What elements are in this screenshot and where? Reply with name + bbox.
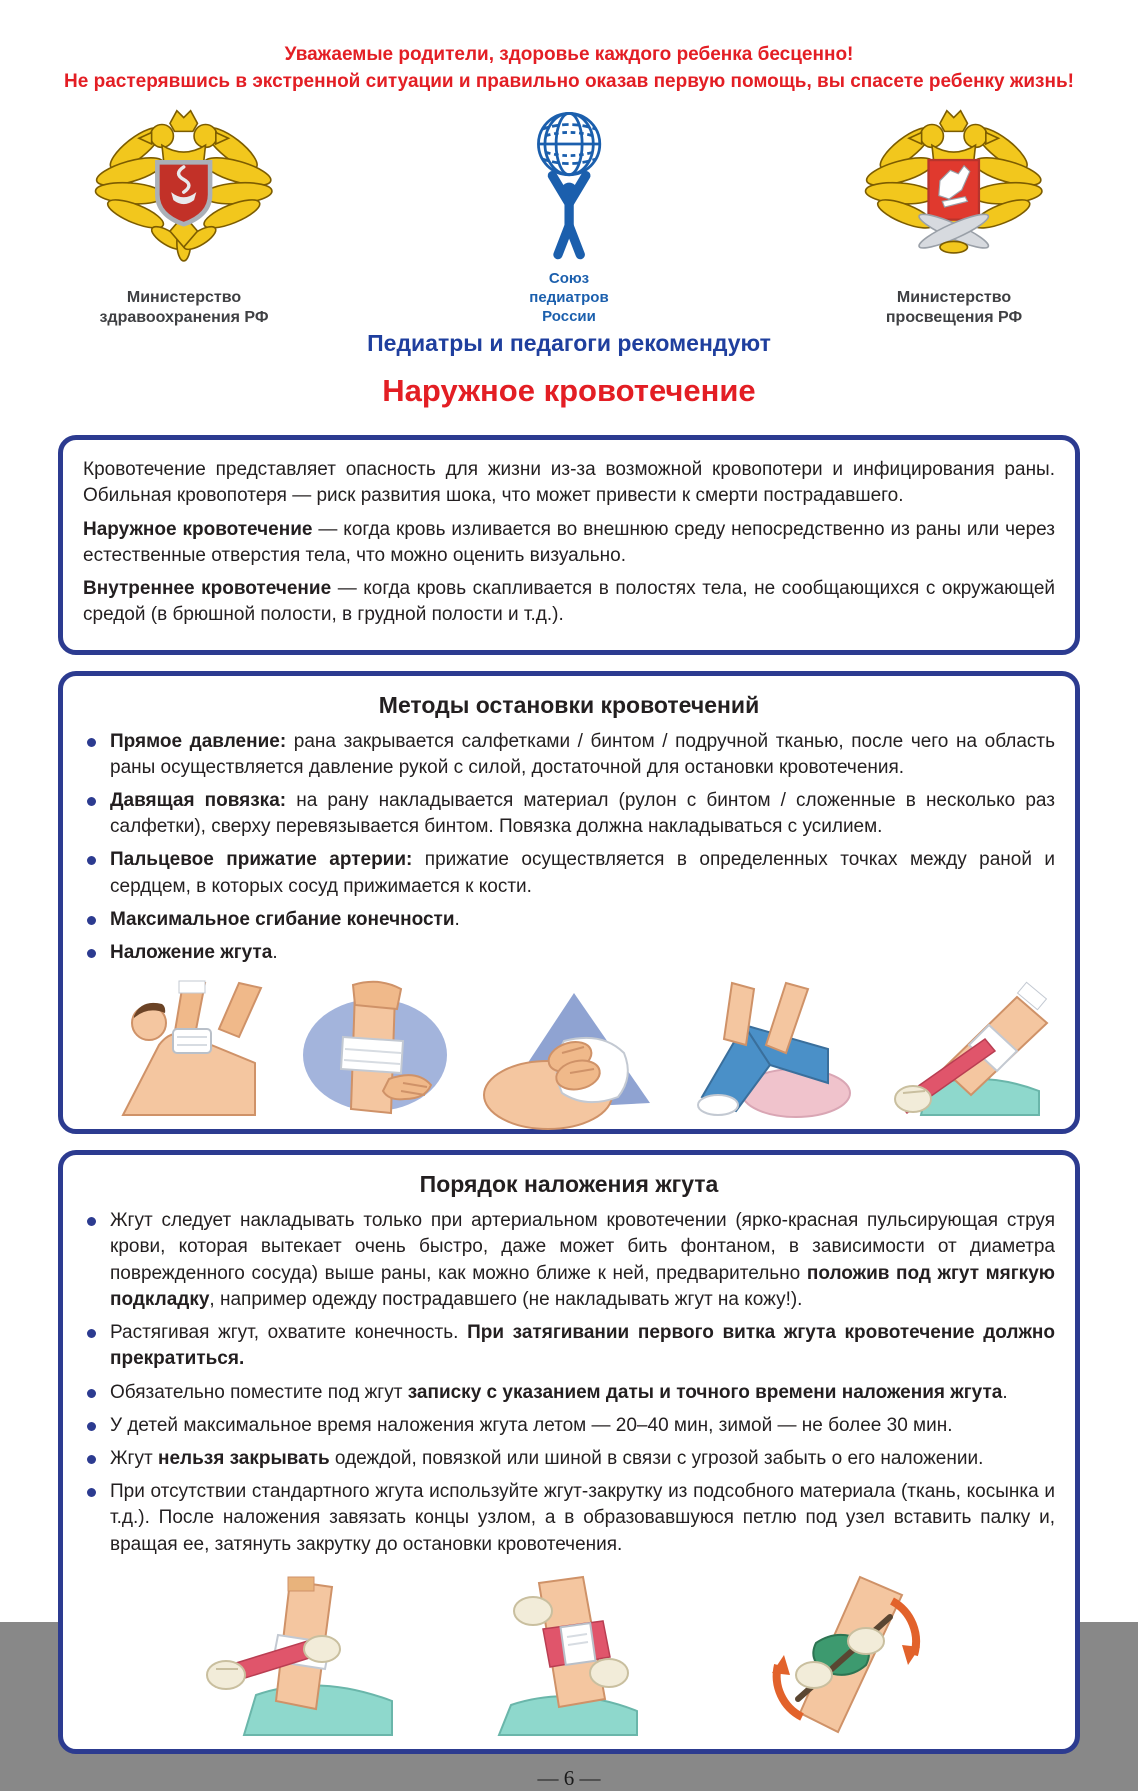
bullet-icon	[87, 1217, 96, 1226]
bold-text: записку с указанием даты и точного времени наложения жгута	[407, 1381, 1003, 1403]
caption-line: здравоохранения РФ	[99, 309, 269, 327]
list-item	[83, 1413, 1055, 1439]
intro-box	[58, 435, 1080, 654]
methods-bullet-list	[83, 729, 1055, 967]
illustration-twisting-improvised-tourniquet	[742, 1577, 947, 1735]
intro-paragraph	[83, 457, 1055, 509]
education-ministry-eagle-emblem-icon	[862, 105, 1045, 282]
bold-text: Прямое давление:	[110, 730, 287, 752]
bullet-icon	[87, 1422, 96, 1431]
pediatric-union-logo-block	[449, 105, 689, 326]
text: рана закрывается салфетками / бинтом / подручной тканью, после чего на область раны осуществляется давление рукой с силой, достаточной для остановки кровотечения.	[110, 730, 1055, 778]
health-ministry-logo-block	[44, 105, 324, 328]
page-number: — 6 —	[537, 1765, 601, 1790]
list-item	[83, 1380, 1055, 1406]
tourniquet-illustrations-row	[83, 1565, 1055, 1735]
pediatric-union-caption	[529, 270, 608, 326]
text: — когда кровь изливается во внешнюю среду непосредственно из раны или через естественные отверстия тела, что можно оценить визуально.	[83, 518, 1055, 566]
list-item-text	[110, 1413, 1055, 1439]
tourniquet-box-title: Порядок наложения жгута	[419, 1171, 719, 1198]
text: У детей максимальное время наложения жгута летом — 20–40 мин, зимой — не более 30 мин.	[110, 1414, 953, 1436]
bullet-icon	[87, 856, 96, 865]
list-item-text	[110, 907, 1055, 933]
bold-text: Наложение жгута	[110, 942, 273, 964]
list-item	[83, 1320, 1055, 1372]
bullet-icon	[87, 738, 96, 747]
text: одеждой, повязкой или шиной в связи с угрозой забыть о его наложении.	[329, 1448, 984, 1469]
bullet-icon	[87, 1488, 96, 1497]
appeal-line-1: Уважаемые родители, здоровье каждого ребенка бесценно!	[284, 44, 854, 65]
intro-paragraph	[83, 517, 1055, 569]
list-item-text	[110, 1380, 1055, 1406]
bold-text: нельзя закрывать	[157, 1448, 330, 1469]
education-ministry-logo-block	[814, 105, 1094, 328]
text: Жгут следует накладывать только при артериальном кровотечении (ярко-красная пульсирующая струя крови, которая вытекает очень быстро, даже может бить фонтаном, в зависимости от диаметра поврежденного сосуда) выше раны, как можно ближе к ней, предварительно	[110, 1210, 1055, 1284]
recommend-subtitle: Педиатры и педагоги рекомендуют	[367, 330, 771, 357]
text: .	[1002, 1381, 1008, 1403]
illustration-direct-pressure-on-wound	[87, 983, 269, 1115]
list-item	[83, 1446, 1055, 1472]
list-item	[83, 1208, 1055, 1313]
pediatric-union-globe-figure-icon	[518, 105, 620, 268]
list-item-text	[110, 1208, 1055, 1313]
caption-line: просвещения РФ	[885, 309, 1023, 327]
logos-row	[0, 95, 1138, 328]
caption-line: педиатров	[529, 288, 609, 306]
text: — когда кровь скапливается в полостях тела, не сообщающихся с окружающей средой (в брюшной полости, в грудной полости и т.д.).	[83, 578, 1056, 626]
text: Растягивая жгут, охватите конечность.	[110, 1322, 468, 1344]
bold-text: Наружное кровотечение	[83, 518, 313, 540]
illustration-pressure-bandage-on-arm	[283, 983, 465, 1115]
tourniquet-bullet-list	[83, 1208, 1055, 1558]
text: .	[454, 908, 460, 930]
text: прижатие осуществляется в определенных точках между раной и сердцем, в которых сосуд прижимается к кости.	[110, 849, 1055, 897]
list-item	[83, 940, 1055, 966]
intro-paragraph	[83, 576, 1055, 628]
list-item-text	[110, 729, 1055, 781]
methods-box	[58, 671, 1080, 1135]
health-ministry-eagle-emblem-icon	[92, 105, 275, 282]
bullet-icon	[87, 1329, 96, 1338]
appeal-header	[0, 0, 1138, 95]
methods-box-title: Методы остановки кровотечений	[378, 691, 760, 718]
tourniquet-box	[58, 1150, 1080, 1754]
text: Кровотечение представляет опасность для жизни из-за возможной кровопотери и инфицирования раны. Обильная кровопотеря — риск развития шока, что может привести к смерти пострадавшего.	[83, 459, 1055, 507]
illustration-finger-artery-pressure	[478, 983, 660, 1115]
bold-text: Пальцевое прижатие артерии:	[110, 849, 413, 871]
caption-line: России	[542, 307, 596, 325]
bold-text: положив под жгут мягкую подкладку	[110, 1262, 1055, 1310]
appeal-line-2: Не растерявшись в экстренной ситуации и правильно оказав первую помощь, вы спасете ребенку жизнь!	[64, 70, 1074, 92]
list-item	[83, 907, 1055, 933]
illustration-note-with-time-under-tourniquet	[467, 1577, 672, 1735]
list-item	[83, 847, 1055, 899]
list-item-text	[110, 940, 1055, 966]
list-item-text	[110, 847, 1055, 899]
list-item-text	[110, 1446, 1055, 1472]
caption-line: Министерство	[896, 289, 1012, 307]
illustration-maximum-limb-flexion	[674, 983, 856, 1115]
text: Жгут	[110, 1448, 158, 1469]
bullet-icon	[87, 1455, 96, 1464]
bold-text: Максимальное сгибание конечности	[110, 908, 455, 930]
bullet-icon	[87, 1389, 96, 1398]
page-title: Наружное кровотечение	[382, 373, 756, 409]
list-item-text	[110, 1479, 1055, 1558]
illustration-stretching-tourniquet-around-limb	[192, 1577, 397, 1735]
bold-text: При затягивании первого витка жгута кровотечение должно прекратиться.	[110, 1322, 1056, 1370]
text: на рану накладывается материал (рулон с бинтом / сложенные в несколько раз салфетки), сверху перевязывается бинтом. Повязка должна накладываться с усилием.	[110, 789, 1055, 838]
text: Обязательно поместите под жгут	[110, 1381, 408, 1403]
list-item-text	[110, 788, 1055, 840]
list-item-text	[110, 1320, 1055, 1372]
list-item	[83, 788, 1055, 840]
bullet-icon	[87, 949, 96, 958]
bold-text: Внутреннее кровотечение	[83, 578, 332, 600]
text: .	[272, 942, 278, 964]
bullet-icon	[87, 916, 96, 925]
text: При отсутствии стандартного жгута используйте жгут-закрутку из подсобного материала (ткань, косынка и т.д.). После наложения завязать концы узлом, а в образовавшуюся петлю под узел вставить палку и, вращая ее, затянуть закрутку до остановки кровотечения.	[110, 1481, 1055, 1555]
methods-illustrations-row	[83, 973, 1055, 1115]
illustration-tourniquet-application	[869, 983, 1051, 1115]
list-item	[83, 729, 1055, 781]
list-item	[83, 1479, 1055, 1558]
bold-text: Давящая повязка:	[110, 789, 287, 811]
caption-line: Союз	[548, 270, 590, 288]
bullet-icon	[87, 797, 96, 806]
health-ministry-caption	[99, 288, 268, 328]
caption-line: Министерство	[126, 289, 242, 307]
text: , например одежду пострадавшего (не накладывать жгут на кожу!).	[209, 1288, 803, 1310]
education-ministry-caption	[886, 288, 1022, 328]
